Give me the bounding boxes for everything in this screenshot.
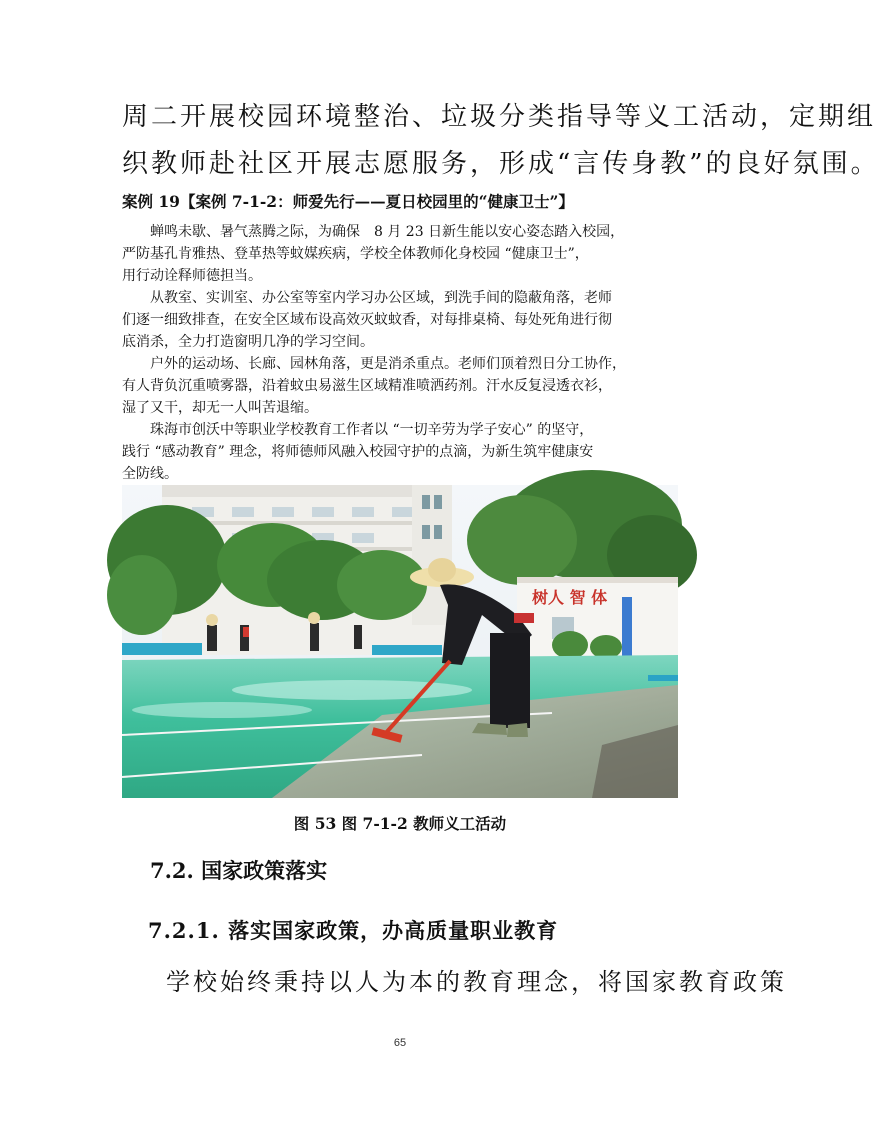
case-line: 户外的运动场、长廊、园林角落，更是消杀重点。老师们顶着烈日分工协作，: [122, 356, 626, 372]
gym-sign-text: 树人 智 体: [532, 588, 608, 607]
section-heading: 7.2. 国家政策落实: [150, 858, 328, 883]
case-line: 严防基孔肯雅热、登革热等蚊媒疾病，学校全体教师化身校园 “健康卫士”，: [122, 246, 589, 262]
case-line: 用行动诠释师德担当。: [122, 268, 262, 284]
case-line: 湿了又干，却无一人叫苦退缩。: [122, 400, 318, 416]
volunteer-activity-photo: [122, 485, 678, 798]
case-line: 底消杀，全力打造窗明几净的学习空间。: [122, 334, 374, 350]
intro-line-1: 周二开展校园环境整治、垃圾分类指导等义工活动，定期组: [122, 102, 877, 132]
case-line: 们逐一细致排查，在安全区域布设高效灭蚊蚊香，对每排桌椅、每处死角进行彻: [122, 312, 612, 328]
page-number: 65: [393, 1037, 407, 1049]
case-line: 蝉鸣未歇、暑气蒸腾之际，为确保 8 月 23 日新生能以安心姿态踏入校园，: [122, 224, 625, 240]
case-line: 有人背负沉重喷雾器，沿着蚊虫易滋生区域精准喷洒药剂。汗水反复浸透衣衫，: [122, 378, 612, 394]
figure-caption: 图 53 图 7-1-2 教师义工活动: [293, 814, 507, 833]
case-line: 从教室、实训室、办公室等室内学习办公区域，到洗手间的隐蔽角落，老师: [122, 290, 612, 306]
section-paragraph: 学校始终秉持以人为本的教育理念，将国家教育政策: [166, 968, 787, 996]
case-title: 案例 19【案例 7-1-2：师爱先行——夏日校园里的“健康卫士”】: [122, 192, 574, 211]
case-line: 全防线。: [122, 466, 178, 482]
intro-line-2: 织教师赴社区开展志愿服务，形成“言传身教”的良好氛围。: [122, 149, 880, 179]
case-line: 珠海市创沃中等职业学校教育工作者以 “一切辛劳为学子安心” 的坚守，: [122, 422, 594, 438]
subsection-heading: 7.2.1. 落实国家政策，办高质量职业教育: [148, 918, 559, 943]
case-line: 践行 “感动教育” 理念，将师德师风融入校园守护的点滴，为新生筑牢健康安: [122, 444, 594, 460]
